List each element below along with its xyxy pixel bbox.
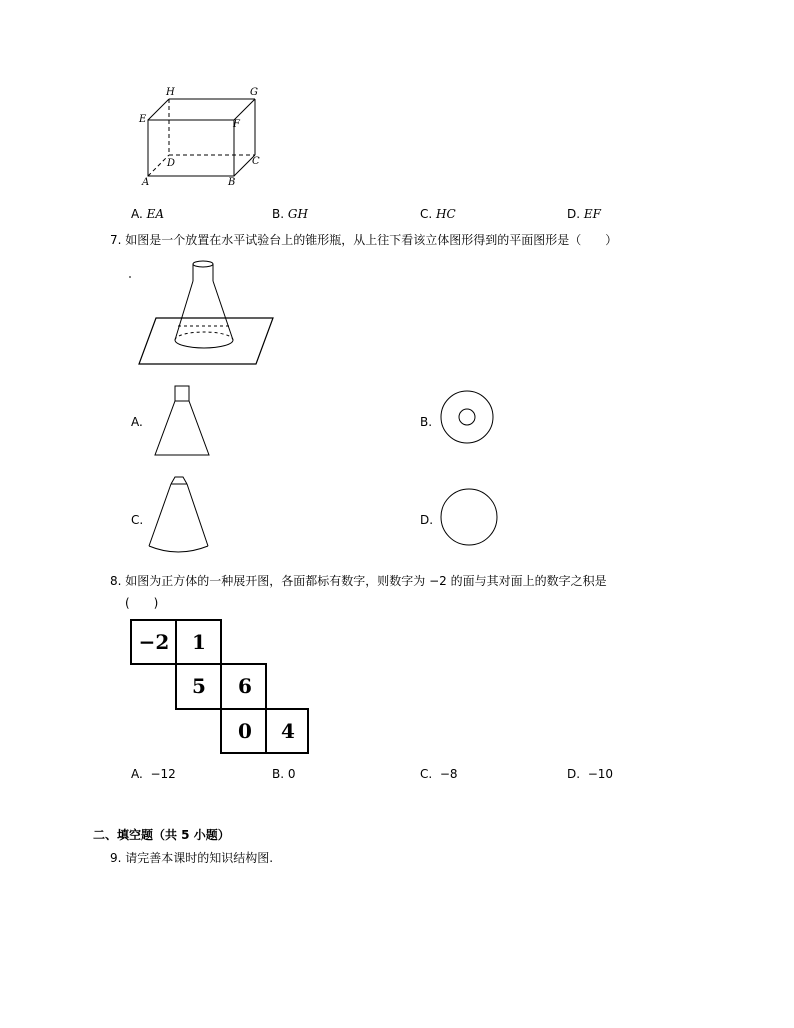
q7-option-b-letter: B. (420, 415, 433, 429)
net-face-neg2: −2 (138, 630, 170, 654)
q7-option-b[interactable] (420, 415, 432, 429)
q7-option-a[interactable] (131, 415, 143, 429)
q8-option-c[interactable] (420, 767, 458, 781)
q8-option-c-value: −8 (439, 767, 458, 781)
q8-paren: ( ) (125, 596, 159, 610)
q8-option-b-value: 0 (287, 767, 296, 781)
net-face-0: 0 (238, 719, 252, 743)
net-face-6: 6 (238, 674, 252, 698)
q7-option-a-shape[interactable] (154, 384, 214, 458)
q6-option-c-letter: C. (420, 207, 433, 221)
q8-stem: 8. 如图为正方体的一种展开图，各面都标有数字，则数字为 −2 的面与其对面上的数字之积是 (110, 574, 607, 588)
q6-option-b-value: GH (287, 207, 308, 221)
q6-option-b-letter: B. (272, 207, 285, 221)
vertex-label-f: F (233, 119, 240, 130)
q8-option-a-letter: A. (131, 767, 143, 781)
q6-option-a-letter: A. (131, 207, 143, 221)
q8-option-d-letter: D. (567, 767, 581, 781)
q7-option-d[interactable] (420, 513, 433, 527)
q6-option-d[interactable] (567, 207, 601, 221)
conical-flask-figure (126, 256, 276, 368)
net-face-1: 1 (192, 630, 206, 654)
q7-option-d-shape[interactable] (440, 487, 500, 547)
net-face-4: 4 (281, 719, 295, 743)
cube-net (130, 619, 310, 755)
q7-option-c-letter: C. (131, 513, 144, 527)
q8-option-d[interactable] (567, 767, 613, 781)
q6-option-c[interactable] (420, 207, 456, 221)
q7-option-d-letter: D. (420, 513, 434, 527)
q7-option-a-letter: A. (131, 415, 143, 429)
cuboid-figure (136, 84, 266, 190)
vertex-label-h: H (166, 87, 175, 98)
q7-option-c[interactable] (131, 513, 143, 527)
vertex-label-g: G (250, 87, 258, 98)
q6-option-a[interactable] (131, 207, 164, 221)
q8-option-a-value: −12 (150, 767, 176, 781)
q8-option-d-value: −10 (587, 767, 614, 781)
vertex-label-a: A (142, 177, 150, 188)
vertex-label-b: B (228, 177, 236, 188)
q6-option-b[interactable] (272, 207, 308, 221)
q7-option-c-shape[interactable] (146, 474, 212, 558)
q8-option-b[interactable] (272, 767, 296, 781)
net-face-5: 5 (192, 674, 206, 698)
q6-option-c-value: HC (436, 207, 456, 221)
q6-option-d-letter: D. (567, 207, 581, 221)
q8-option-c-letter: C. (420, 767, 433, 781)
vertex-label-e: E (139, 114, 147, 125)
q7-option-b-shape[interactable] (439, 388, 497, 446)
vertex-label-d: D (167, 158, 176, 169)
q7-stem: 7. 如图是一个放置在水平试验台上的锥形瓶，从上往下看该立体图形得到的平面图形是（ ） (110, 233, 618, 247)
q9-stem: 9. 请完善本课时的知识结构图. (110, 851, 274, 865)
section-heading-fill-in: 二、填空题（共 5 小题） (93, 828, 230, 842)
q8-option-b-letter: B. (272, 767, 285, 781)
q6-option-d-value: EF (583, 207, 601, 221)
q6-option-a-value: EA (146, 207, 165, 221)
vertex-label-c: C (252, 156, 260, 167)
q8-option-a[interactable] (131, 767, 176, 781)
